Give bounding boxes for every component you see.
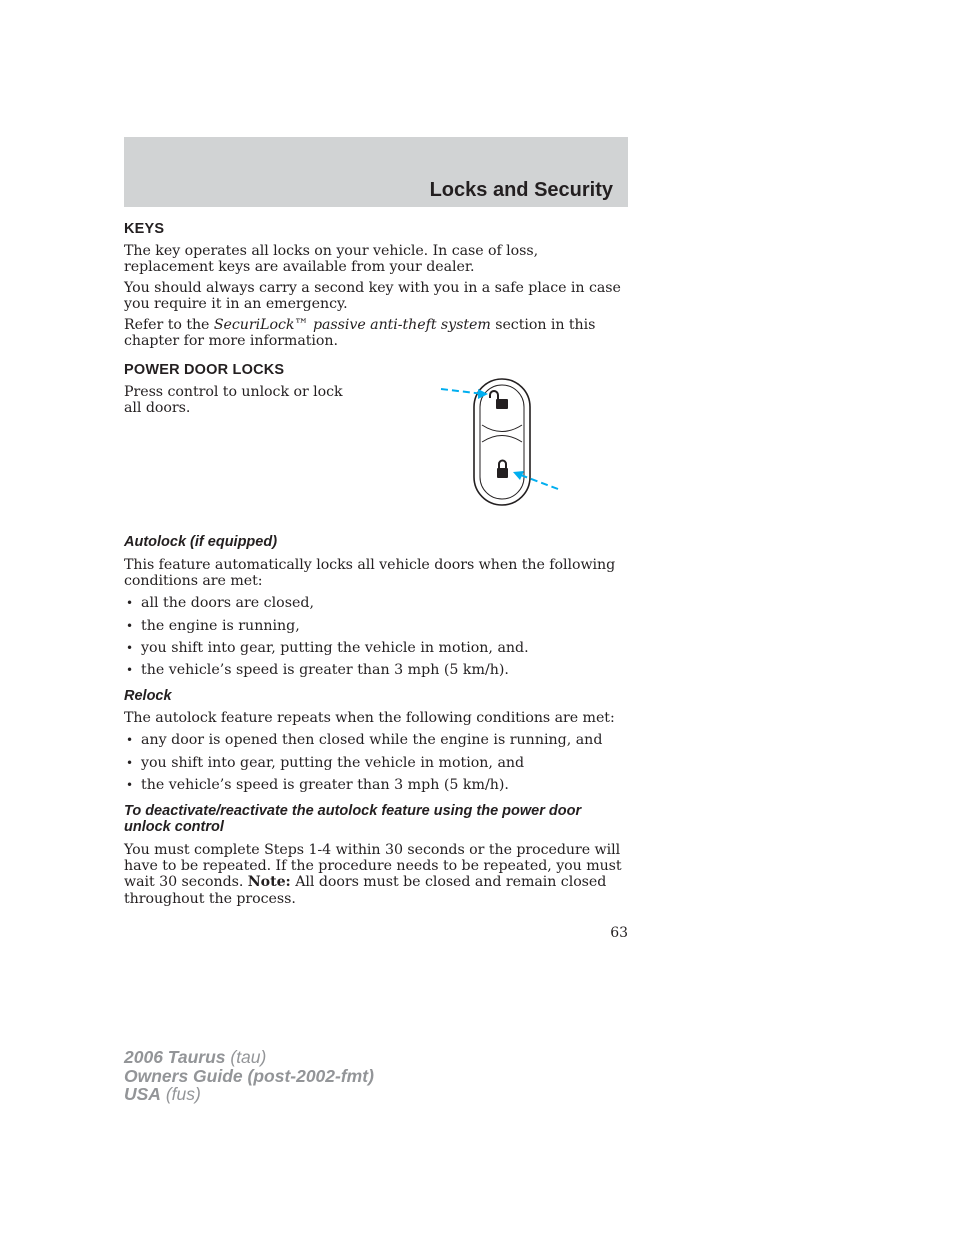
keys-p3-before: Refer to the <box>124 317 214 334</box>
chapter-title: Locks and Security <box>429 179 613 201</box>
footer-line-1 <box>124 1048 374 1067</box>
relock-heading: Relock <box>124 687 172 704</box>
power-door-locks-text: Press control to unlock or lock all doors. <box>124 383 343 417</box>
footer-model: 2006 Taurus <box>124 1047 226 1067</box>
footer-line-3 <box>124 1085 374 1104</box>
list-item: • all the doors are closed, <box>124 595 628 611</box>
footer-market: USA <box>124 1084 161 1104</box>
deactivate-text-before: You must complete Steps 1-4 within 30 seconds or the procedure will have to be repeated. If the procedure needs to be repeated, you must wait 30 seconds. <box>124 841 622 891</box>
unlock-icon <box>490 391 508 409</box>
list-item: • the vehicle’s speed is greater than 3 mph (5 km/h). <box>124 662 628 678</box>
lock-arrow <box>513 471 558 489</box>
keys-paragraph-3 <box>124 317 628 350</box>
autolock-heading: Autolock (if equipped) <box>124 533 278 550</box>
autolock-conditions-list <box>124 595 628 678</box>
deactivate-paragraph <box>124 842 628 907</box>
list-item: • the engine is running, <box>124 618 628 634</box>
list-item: • any door is opened then closed while the engine is running, and <box>124 732 628 748</box>
page-content <box>124 221 628 907</box>
list-item: • you shift into gear, putting the vehicle in motion, and <box>124 755 628 771</box>
note-label: Note: <box>247 874 291 891</box>
power-door-locks-row <box>124 384 628 534</box>
keys-p3-after: section in this chapter for more information. <box>124 317 596 350</box>
deactivate-heading: To deactivate/reactivate the autolock feature using the power door unlock control <box>124 802 582 835</box>
footer-line-2: Owners Guide (post-2002-fmt) <box>124 1065 374 1086</box>
autolock-intro: This feature automatically locks all vehicle doors when the following conditions are met: <box>124 556 616 590</box>
page-number: 63 <box>610 925 628 941</box>
list-item: • the vehicle’s speed is greater than 3 mph (5 km/h). <box>124 777 628 793</box>
power-door-locks-heading: POWER DOOR LOCKS <box>124 361 285 378</box>
deactivate-text-after: All doors must be closed and remain closed throughout the process. <box>124 874 607 907</box>
lock-icon <box>497 460 508 478</box>
header-band <box>124 137 628 207</box>
list-item: • you shift into gear, putting the vehicle in motion, and. <box>124 640 628 656</box>
relock-intro: The autolock feature repeats when the following conditions are met: <box>124 709 615 726</box>
power-door-lock-control-diagram <box>436 376 562 510</box>
keys-paragraph-1: The key operates all locks on your vehicle. In case of loss, replacement keys are available from your dealer. <box>124 243 539 276</box>
footer <box>124 1048 374 1104</box>
footer-market-code: (fus) <box>160 1084 201 1104</box>
relock-conditions-list <box>124 732 628 794</box>
securilock-reference: SecuriLock™ passive anti-theft system <box>213 317 491 334</box>
keys-heading: KEYS <box>124 221 165 237</box>
keys-paragraph-2: You should always carry a second key with you in a safe place in case you require it in an emergency. <box>124 279 621 312</box>
footer-model-code: (tau) <box>225 1047 267 1067</box>
unlock-arrow <box>441 389 488 399</box>
